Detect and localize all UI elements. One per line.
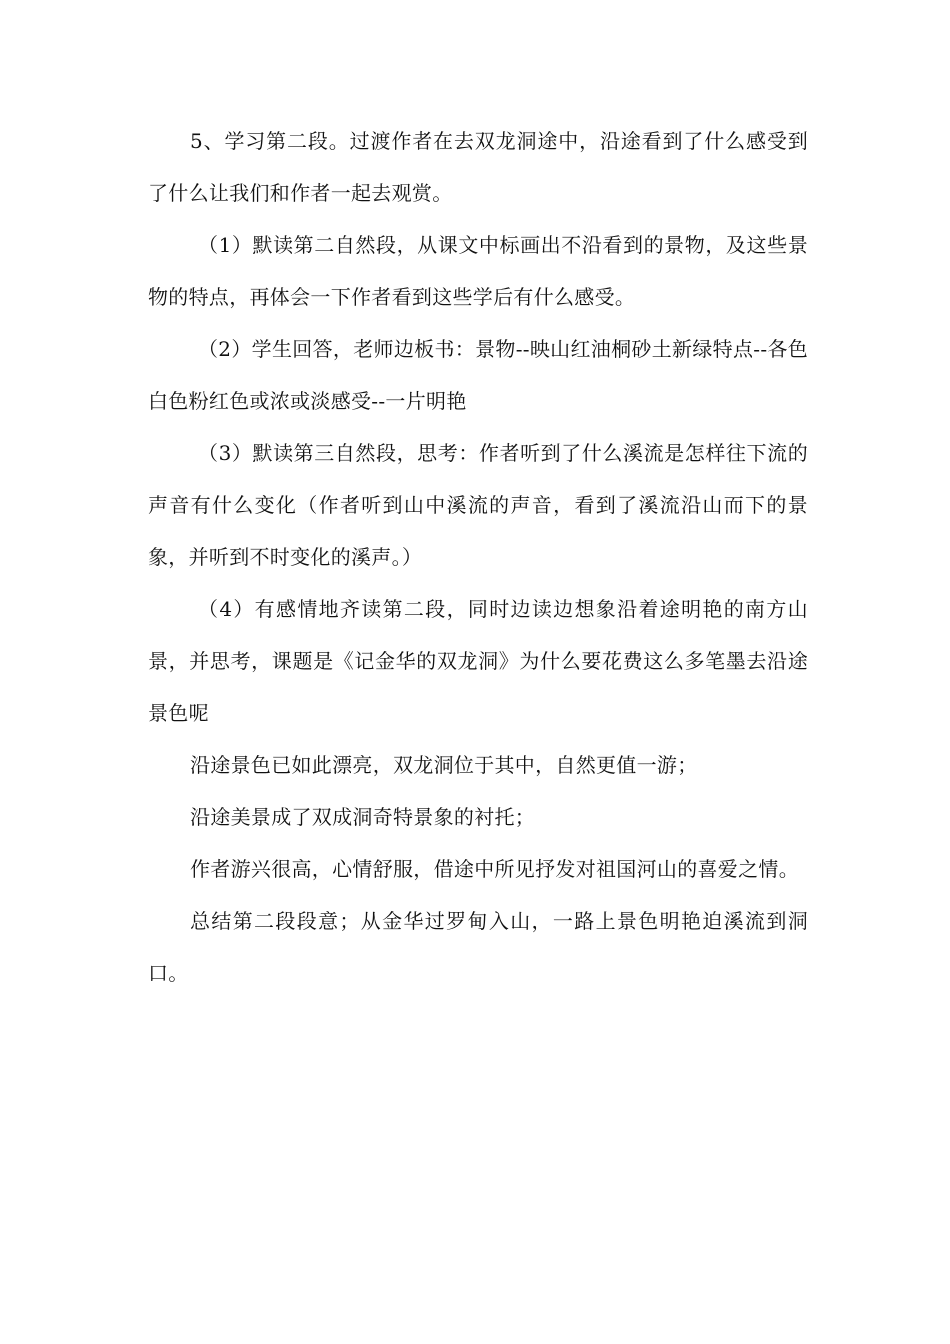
document-body [148,115,808,999]
paragraph-step-5: 5、学习第二段。过渡作者在去双龙洞途中，沿途看到了什么感受到了什么让我们和作者一起去观赏。 [148,129,808,205]
paragraph-item-3: （3）默读第三自然段，思考：作者听到了什么溪流是怎样往下流的声音有什么变化（作者听到山中溪流的声音，看到了溪流沿山而下的景象，并听到不时变化的溪声。） [148,441,808,569]
paragraph-point-2: 沿途美景成了双成洞奇特景象的衬托； [190,805,536,829]
paragraph-point-3: 作者游兴很高，心情舒服，借途中所见抒发对祖国河山的喜爱之情。 [190,857,799,881]
paragraph-summary: 总结第二段段意；从金华过罗甸入山，一路上景色明艳迫溪流到洞口。 [148,909,808,985]
paragraph-item-1: （1）默读第二自然段，从课文中标画出不沿看到的景物，及这些景物的特点，再体会一下作者看到这些学后有什么感受。 [148,233,808,309]
paragraph-item-2: （2）学生回答，老师边板书：景物--映山红油桐砂土新绿特点--各色白色粉红色或浓或淡感受--一片明艳 [148,337,808,413]
paragraph-item-4: （4）有感情地齐读第二段，同时边读边想象沿着途明艳的南方山景，并思考，课题是《记金华的双龙洞》为什么要花费这么多笔墨去沿途景色呢 [148,597,808,725]
paragraph-point-1: 沿途景色已如此漂亮，双龙洞位于其中，自然更值一游； [190,753,698,777]
